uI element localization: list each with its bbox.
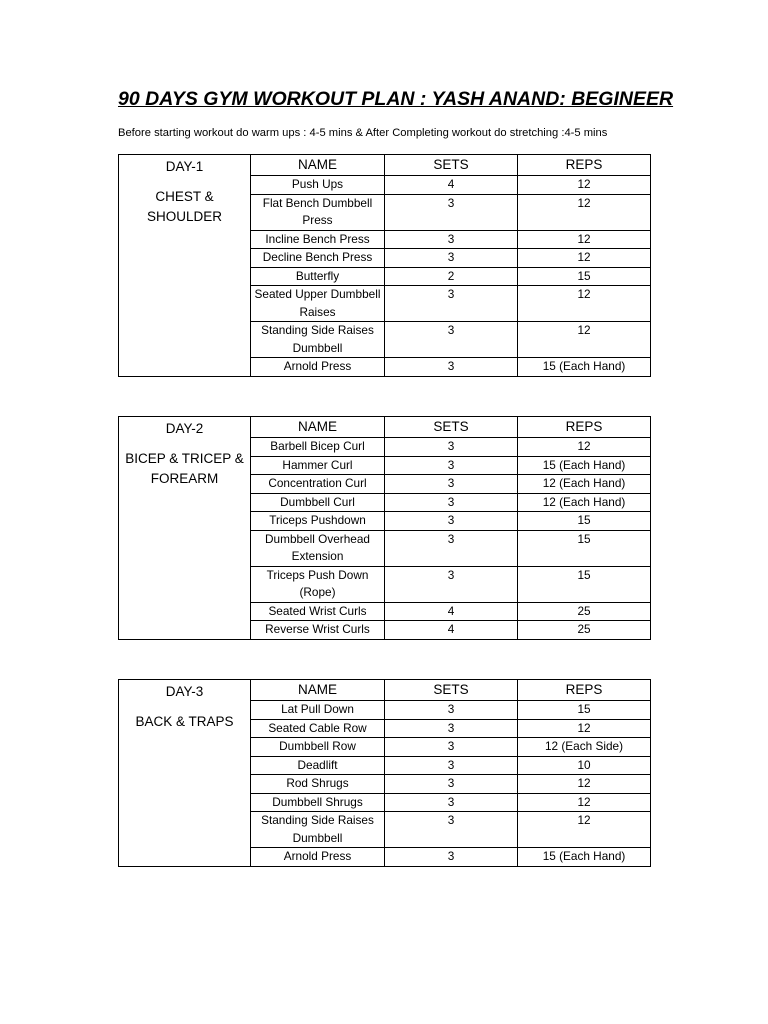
sets-value: 3 <box>385 249 518 268</box>
reps-value: 12 <box>518 286 651 322</box>
reps-header: REPS <box>518 417 651 438</box>
name-header: NAME <box>251 417 385 438</box>
exercise-name: Seated Cable Row <box>251 719 385 738</box>
reps-value: 15 (Each Hand) <box>518 358 651 377</box>
sets-value: 3 <box>385 848 518 867</box>
exercise-name: Butterfly <box>251 267 385 286</box>
reps-value: 12 <box>518 194 651 230</box>
day-2-table <box>118 416 650 640</box>
exercise-name: Reverse Wrist Curls <box>251 621 385 640</box>
sets-value: 3 <box>385 793 518 812</box>
exercise-name: Seated Upper Dumbbell Raises <box>251 286 385 322</box>
exercise-name: Push Ups <box>251 176 385 195</box>
sets-value: 3 <box>385 512 518 531</box>
exercise-name: Hammer Curl <box>251 456 385 475</box>
exercise-name: Arnold Press <box>251 358 385 377</box>
sets-value: 4 <box>385 176 518 195</box>
sets-value: 3 <box>385 566 518 602</box>
exercise-name: Decline Bench Press <box>251 249 385 268</box>
reps-value: 12 <box>518 719 651 738</box>
reps-value: 12 <box>518 812 651 848</box>
reps-value: 15 <box>518 701 651 720</box>
exercise-name: Triceps Pushdown <box>251 512 385 531</box>
reps-value: 12 <box>518 775 651 794</box>
exercise-name: Dumbbell Overhead Extension <box>251 530 385 566</box>
sets-value: 3 <box>385 475 518 494</box>
sets-value: 3 <box>385 230 518 249</box>
name-header: NAME <box>251 155 385 176</box>
sets-value: 3 <box>385 756 518 775</box>
exercise-name: Incline Bench Press <box>251 230 385 249</box>
sets-value: 4 <box>385 602 518 621</box>
exercise-name: Flat Bench Dumbbell Press <box>251 194 385 230</box>
reps-value: 12 (Each Hand) <box>518 475 651 494</box>
table-header-row <box>119 417 651 438</box>
workout-table <box>118 416 651 640</box>
exercise-name: Barbell Bicep Curl <box>251 438 385 457</box>
sets-header: SETS <box>385 155 518 176</box>
sets-value: 3 <box>385 775 518 794</box>
reps-value: 12 (Each Side) <box>518 738 651 757</box>
exercise-name: Arnold Press <box>251 848 385 867</box>
sets-value: 3 <box>385 701 518 720</box>
reps-value: 15 <box>518 267 651 286</box>
reps-value: 12 (Each Hand) <box>518 493 651 512</box>
exercise-name: Dumbbell Curl <box>251 493 385 512</box>
reps-value: 15 <box>518 530 651 566</box>
reps-value: 12 <box>518 176 651 195</box>
sets-value: 3 <box>385 322 518 358</box>
sets-value: 3 <box>385 358 518 377</box>
day-label: DAY-1 <box>165 159 204 174</box>
muscle-group-label: BICEP & TRICEP & FOREARM <box>125 451 244 486</box>
sets-value: 3 <box>385 738 518 757</box>
reps-value: 12 <box>518 793 651 812</box>
exercise-name: Rod Shrugs <box>251 775 385 794</box>
exercise-name: Dumbbell Row <box>251 738 385 757</box>
muscle-group-label: BACK & TRAPS <box>135 714 234 729</box>
sets-value: 3 <box>385 194 518 230</box>
sets-value: 3 <box>385 456 518 475</box>
reps-value: 12 <box>518 322 651 358</box>
exercise-name: Deadlift <box>251 756 385 775</box>
reps-value: 25 <box>518 621 651 640</box>
reps-value: 15 (Each Hand) <box>518 848 651 867</box>
day-1-table <box>118 154 650 377</box>
reps-value: 25 <box>518 602 651 621</box>
sets-header: SETS <box>385 680 518 701</box>
reps-value: 12 <box>518 249 651 268</box>
table-header-row <box>119 680 651 701</box>
day-label: DAY-2 <box>165 421 204 436</box>
muscle-group-label: CHEST & SHOULDER <box>146 189 222 224</box>
exercise-name: Concentration Curl <box>251 475 385 494</box>
sets-value: 3 <box>385 286 518 322</box>
sets-header: SETS <box>385 417 518 438</box>
workout-table <box>118 154 651 377</box>
exercise-name: Triceps Push Down (Rope) <box>251 566 385 602</box>
sets-value: 3 <box>385 719 518 738</box>
reps-value: 12 <box>518 438 651 457</box>
day-3-table <box>118 679 650 867</box>
sets-value: 3 <box>385 530 518 566</box>
sets-value: 3 <box>385 438 518 457</box>
table-header-row <box>119 155 651 176</box>
reps-header: REPS <box>518 155 651 176</box>
exercise-name: Standing Side Raises Dumbbell <box>251 322 385 358</box>
reps-value: 10 <box>518 756 651 775</box>
day-cell <box>119 417 251 640</box>
sets-value: 4 <box>385 621 518 640</box>
day-label: DAY-3 <box>165 684 204 699</box>
sets-value: 2 <box>385 267 518 286</box>
reps-value: 15 <box>518 566 651 602</box>
day-cell <box>119 155 251 377</box>
reps-value: 15 <box>518 512 651 531</box>
exercise-name: Standing Side Raises Dumbbell <box>251 812 385 848</box>
exercise-name: Dumbbell Shrugs <box>251 793 385 812</box>
workout-table <box>118 679 651 867</box>
reps-value: 15 (Each Hand) <box>518 456 651 475</box>
exercise-name: Lat Pull Down <box>251 701 385 720</box>
name-header: NAME <box>251 680 385 701</box>
instructions-text: Before starting workout do warm ups : 4-5 mins & After Completing workout do stretching :4-5 mins <box>118 127 608 139</box>
sets-value: 3 <box>385 493 518 512</box>
day-cell <box>119 680 251 867</box>
exercise-name: Seated Wrist Curls <box>251 602 385 621</box>
sets-value: 3 <box>385 812 518 848</box>
page-title: 90 DAYS GYM WORKOUT PLAN : YASH ANAND: BEGINEER <box>118 88 674 110</box>
reps-value: 12 <box>518 230 651 249</box>
reps-header: REPS <box>518 680 651 701</box>
